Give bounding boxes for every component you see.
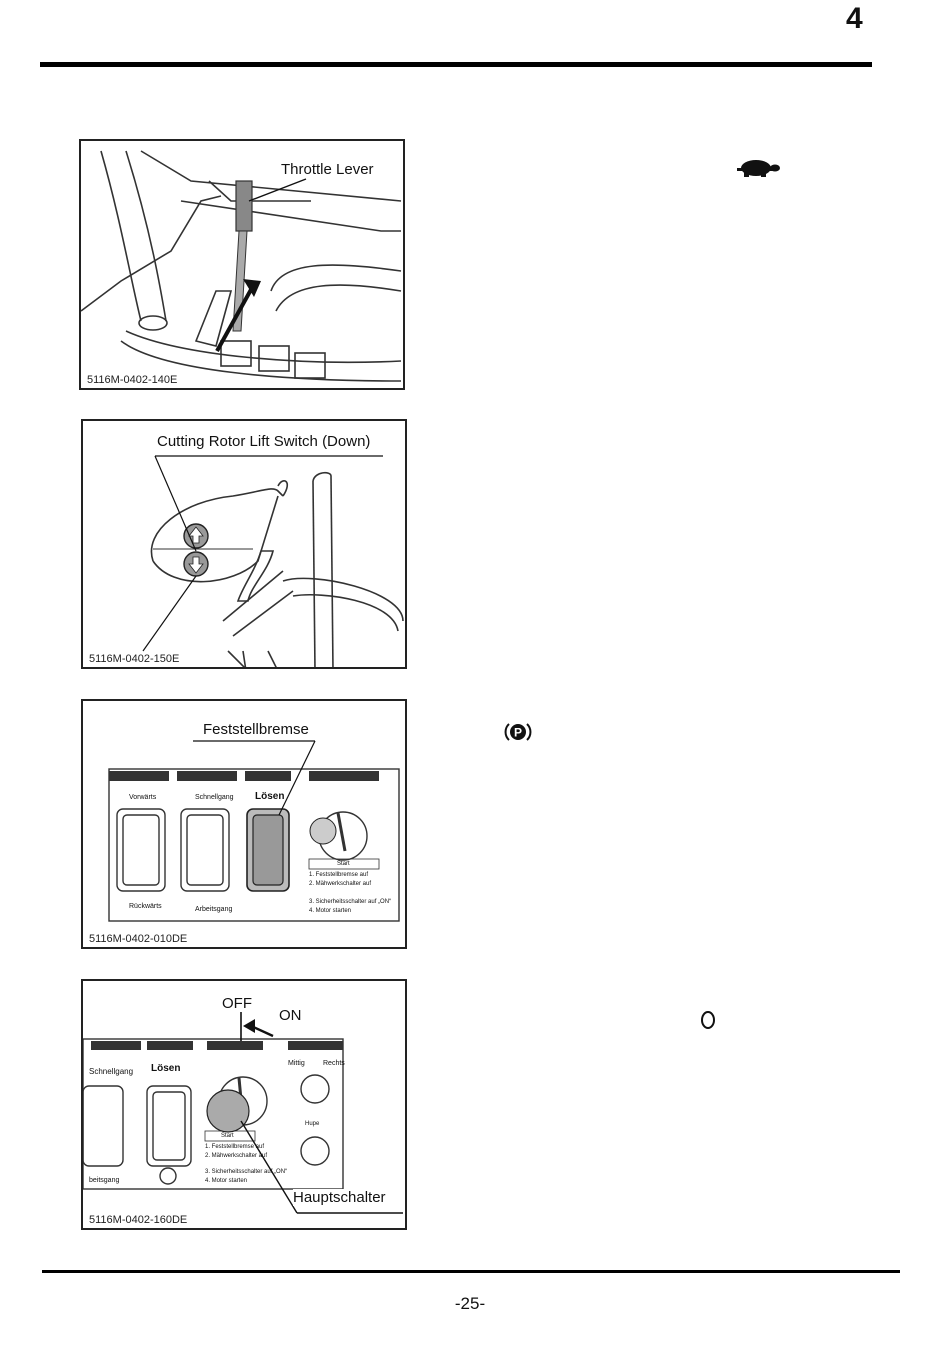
panel-label-mittig: Mittig	[288, 1060, 305, 1067]
panel-start-label: Start	[221, 1133, 234, 1139]
figure-code: 5116M-0402-010DE	[89, 933, 188, 945]
panel-label-vorwaerts: Vorwärts	[129, 794, 157, 801]
turtle-icon	[730, 157, 782, 179]
bottom-rule	[42, 1270, 900, 1273]
parking-brake-callout: Feststellbremse	[203, 721, 309, 738]
panel-step-3: 3. Sicherheitsschalter auf „ON“	[205, 1169, 288, 1175]
throttle-illustration	[81, 141, 405, 390]
panel-step-4: 4. Motor starten	[205, 1178, 248, 1184]
off-circle-icon	[699, 1009, 717, 1031]
panel-label-schnellgang: Schnellgang	[195, 794, 234, 801]
svg-text:P: P	[513, 725, 523, 740]
panel-label-hupe: Hupe	[305, 1121, 320, 1127]
throttle-lever-callout: Throttle Lever	[281, 161, 374, 178]
panel-step-2: 2. Mähwerkschalter auf	[309, 881, 372, 887]
figure-main-switch	[81, 979, 407, 1230]
panel-step-4: 4. Motor starten	[309, 908, 352, 914]
panel-label-rechts: Rechts	[323, 1060, 345, 1067]
figure-throttle-lever	[79, 139, 405, 390]
main-switch-callout: Hauptschalter	[293, 1189, 386, 1206]
panel-step-1: 1. Feststellbremse auf	[205, 1144, 265, 1150]
chapter-number: 4	[846, 2, 863, 35]
parking-brake-panel-illustration	[83, 701, 407, 949]
page-number: -25-	[454, 1294, 486, 1313]
figure-code: 5116M-0402-150E	[89, 653, 180, 665]
panel-step-2: 2. Mähwerkschalter auf	[205, 1153, 268, 1159]
on-callout: ON	[279, 1007, 302, 1024]
panel-start-label: Start	[337, 861, 350, 867]
lift-switch-illustration	[83, 421, 407, 669]
panel-label-beitsgang: beitsgang	[89, 1177, 120, 1184]
panel-label-rueckwaerts: Rückwärts	[129, 903, 162, 910]
figure-code: 5116M-0402-160DE	[89, 1214, 188, 1226]
top-rule	[40, 62, 872, 67]
figure-code: 5116M-0402-140E	[87, 374, 178, 386]
figure-parking-brake	[81, 699, 407, 949]
panel-label-schnellgang: Schnellgang	[89, 1067, 134, 1076]
off-callout: OFF	[222, 995, 252, 1012]
panel-step-1: 1. Feststellbremse auf	[309, 872, 369, 878]
panel-label-arbeitsgang: Arbeitsgang	[195, 906, 233, 913]
figure-lift-switch	[81, 419, 407, 669]
panel-label-loesen: Lösen	[151, 1063, 181, 1074]
panel-step-3: 3. Sicherheitsschalter auf „ON“	[309, 899, 392, 905]
lift-switch-callout: Cutting Rotor Lift Switch (Down)	[157, 433, 371, 450]
parking-brake-p-icon	[503, 721, 533, 743]
panel-label-loesen: Lösen	[255, 791, 285, 802]
